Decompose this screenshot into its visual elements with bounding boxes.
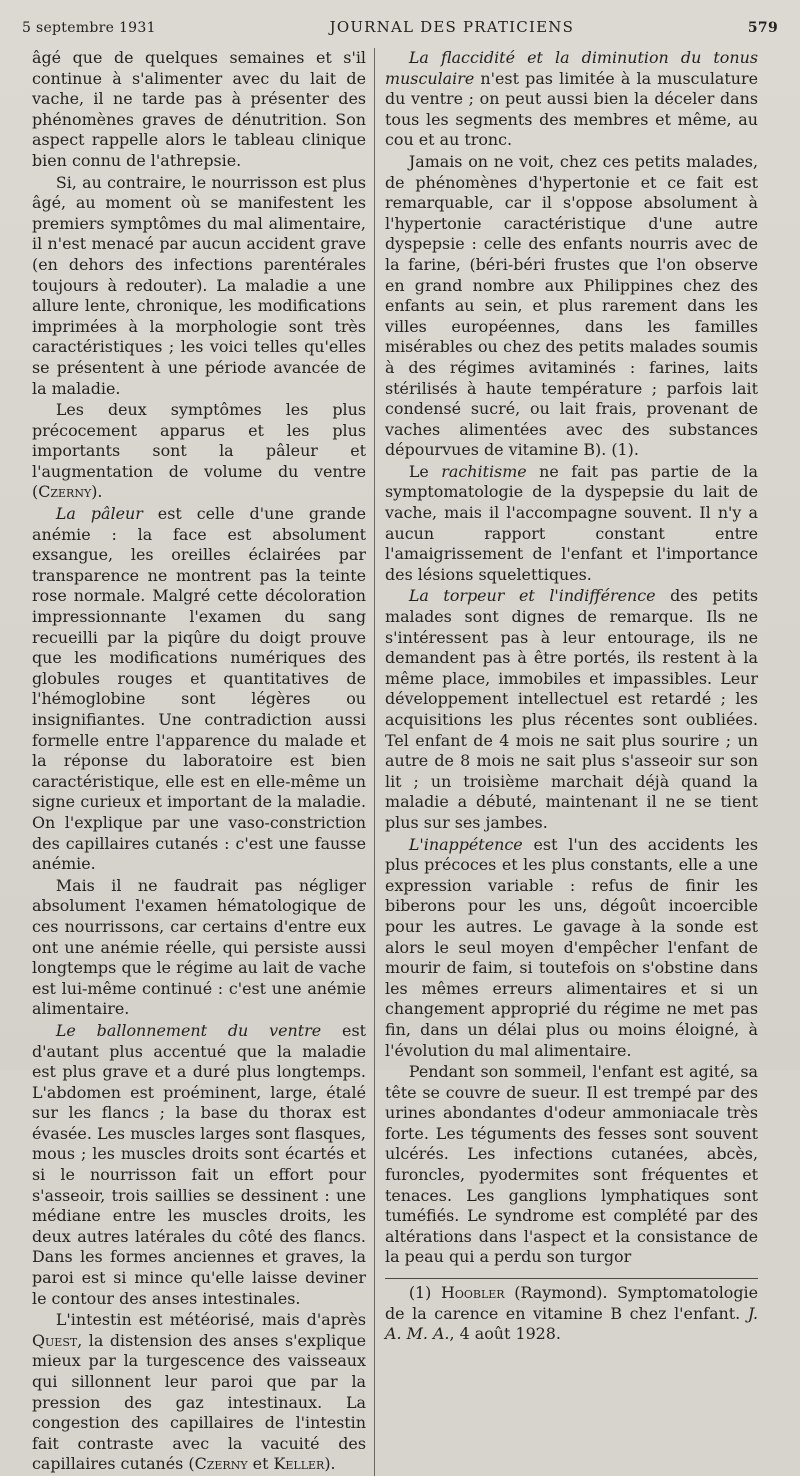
author-name: Czerny bbox=[38, 482, 92, 502]
author-name: Quest bbox=[32, 1330, 78, 1350]
paragraph: L'inappétence est l'un des accidents les plus précoces et les plus constants, elle a une expression variable : refus de finir les biberons pour les uns, dégoût incoercible pour les autres. Le gavage à la sonde est alors le seul moyen d'empêcher l'enfant de mourir de faim, si toutefois on s'obstine dans les mêmes erreurs alimentaires et si un changement approprié du régime ne met pas fin, dans un délai plus ou moins éloigné, à l'évolution du mal alimentaire. bbox=[385, 834, 758, 1060]
section-term: L'inappétence bbox=[408, 834, 523, 854]
paragraph: La flaccidité et la diminution du tonus musculaire n'est pas limitée à la musculature du ventre ; on peut aussi bien la déceler dans tous les segments des membres et même, au cou et au tronc. bbox=[385, 48, 758, 150]
paragraph: Mais il ne faudrait pas négliger absolument l'examen hématologique de ces nourrissons, car certains d'entre eux ont une anémie réelle, qui persiste aussi longtemps que le régime au lait de vache est lui-même continué : c'est une anémie alimentaire. bbox=[32, 875, 366, 1019]
section-term: La pâleur bbox=[55, 504, 143, 524]
journal-title: JOURNAL DES PRATICIENS bbox=[329, 18, 575, 36]
paragraph: La torpeur et l'indifférence des petits malades sont dignes de remarque. Ils ne s'intéressent pas à leur entourage, ils ne demandent pas à être portés, ils restent à la même place, immobiles et impassibles. Leur développement intellectuel est retardé ; les acquisitions les plus récentes sont oubliées. Tel enfant de 4 mois ne sait plus sourire ; un autre de 8 mois ne sait plus s'asseoir sur son lit ; un troisième marchait déjà quand la maladie a débuté, maintenant il ne se tient plus sur ses jambes. bbox=[385, 586, 758, 832]
issue-date: 5 septembre 1931 bbox=[22, 20, 156, 36]
paragraph: Pendant son sommeil, l'enfant est agité, sa tête se couvre de sueur. Il est trempé par des urines abondantes d'odeur ammoniacale très forte. Les téguments des fesses sont souvent ulcérés. Les infections cutanées, abcès, furoncles, pyodermites sont fréquentes et tenaces. Les ganglions lymphatiques sont tuméfiés. Le syndrome est complété par des altérations dans l'aspect et la consistance de la peau qui a perdu son turgor bbox=[385, 1062, 758, 1267]
paragraph: Jamais on ne voit, chez ces petits malades, de phénomènes d'hypertonie et ce fait est remarquable, car il s'oppose absolument à l'hypertonie caractéristique d'une autre dyspepsie : celle des enfants nourris avec de la farine, (béri-béri frustes que l'on observe en grand nombre aux Philippines chez des enfants au sein, et plus rarement dans les villes européennes, dans les familles misérables ou chez des petits malades soumis à des régimes avitaminés : farines, laits stérilisés à haute température ; parfois lait condensé sucré, ou lait frais, provenant de vaches alimentées avec des substances dépourvues de vitamine B). (1). bbox=[385, 151, 758, 460]
page-number: 579 bbox=[747, 20, 778, 36]
section-term: Le ballonnement du ventre bbox=[55, 1020, 322, 1040]
journal-abbreviation: J. A. M. A. bbox=[385, 1303, 758, 1344]
paragraph: âgé que de quelques semaines et s'il continue à s'alimenter avec du lait de vache, il ne tarde pas à présenter des phénomènes graves de dénutrition. Son aspect rappelle alors le tableau clinique bien connu de l'athrepsie. bbox=[32, 48, 366, 170]
paragraph: Le ballonnement du ventre est d'autant plus accentué que la maladie est plus grave et a duré plus longtemps. L'abdomen est proéminent, large, étalé sur les flancs ; la base du thorax est évasée. Les muscles larges sont flasques, mous ; les muscles droits sont écartés et si le nourrisson fait un effort pour s'asseoir, trois saillies se dessinent : une médiane entre les muscles droits, les deux autres latérales du côté des flancs. Dans les formes anciennes et graves, la paroi est si mince qu'elle laisse deviner le contour des anses intestinales. bbox=[32, 1020, 366, 1308]
right-column bbox=[374, 48, 758, 1476]
paragraph: Le rachitisme ne fait pas partie de la symptomatologie de la dyspepsie du lait de vache, mais il l'accompagne souvent. Il n'y a aucun rapport constant entre l'amaigrissement de l'enfant et l'importance des lésions squelettiques. bbox=[385, 461, 758, 584]
left-column bbox=[22, 48, 372, 1476]
paragraph: Les deux symptômes les plus précocement apparus et les plus importants sont la pâleur et l'augmentation de volume du ventre (Czerny). bbox=[32, 400, 366, 502]
running-header bbox=[22, 18, 778, 40]
footnote-divider bbox=[385, 1278, 758, 1279]
paragraph: L'intestin est météorisé, mais d'après Quest, la distension des anses s'explique mieux par la turgescence des vaisseaux qui sillonnent leur paroi que par la pression des gaz intestinaux. La congestion des capillaires de l'intestin fait contraste avec la vacuité des capillaires cutanés (Czerny et Keller). bbox=[32, 1310, 366, 1474]
author-name: Keller bbox=[273, 1454, 325, 1474]
author-name: Hoobler bbox=[441, 1283, 505, 1303]
section-term: La torpeur et l'indifférence bbox=[408, 586, 656, 606]
footnote: (1) Hoobler (Raymond). Symptomatologie de la carence en vitamine B chez l'enfant. J. A. M. A., 4 août 1928. bbox=[385, 1283, 759, 1344]
section-term: rachitisme bbox=[441, 461, 527, 481]
text-columns bbox=[22, 48, 778, 1476]
paragraph: La pâleur est celle d'une grande anémie : la face est absolument exsangue, les oreilles éclairées par transparence ne montrent pas la teinte rose normale. Malgré cette décoloration impressionnante l'examen du sang recueilli par la piqûre du doigt prouve que les modifications numériques des globules rouges et quantitatives de l'hémoglobine sont légères ou insignifiantes. Une contradiction aussi formelle entre l'apparence du malade et la réponse du laboratoire est bien caractéristique, elle est en elle-même un signe curieux et important de la maladie. On l'explique par une vaso-constriction des capillaires cutanés : c'est une fausse anémie. bbox=[32, 504, 366, 874]
paragraph: Si, au contraire, le nourrisson est plus âgé, au moment où se manifestent les premiers symptômes du mal alimentaire, il n'est menacé par aucun accident grave (en dehors des infections parentérales toujours à redouter). La maladie a une allure lente, chronique, les modifications imprimées à la morphologie sont très caractéristiques ; les voici telles qu'elles se présentent à une période avancée de la maladie. bbox=[32, 172, 366, 398]
author-name: Czerny bbox=[194, 1454, 248, 1474]
section-term: La flaccidité et la diminution du tonus musculaire bbox=[385, 48, 758, 88]
